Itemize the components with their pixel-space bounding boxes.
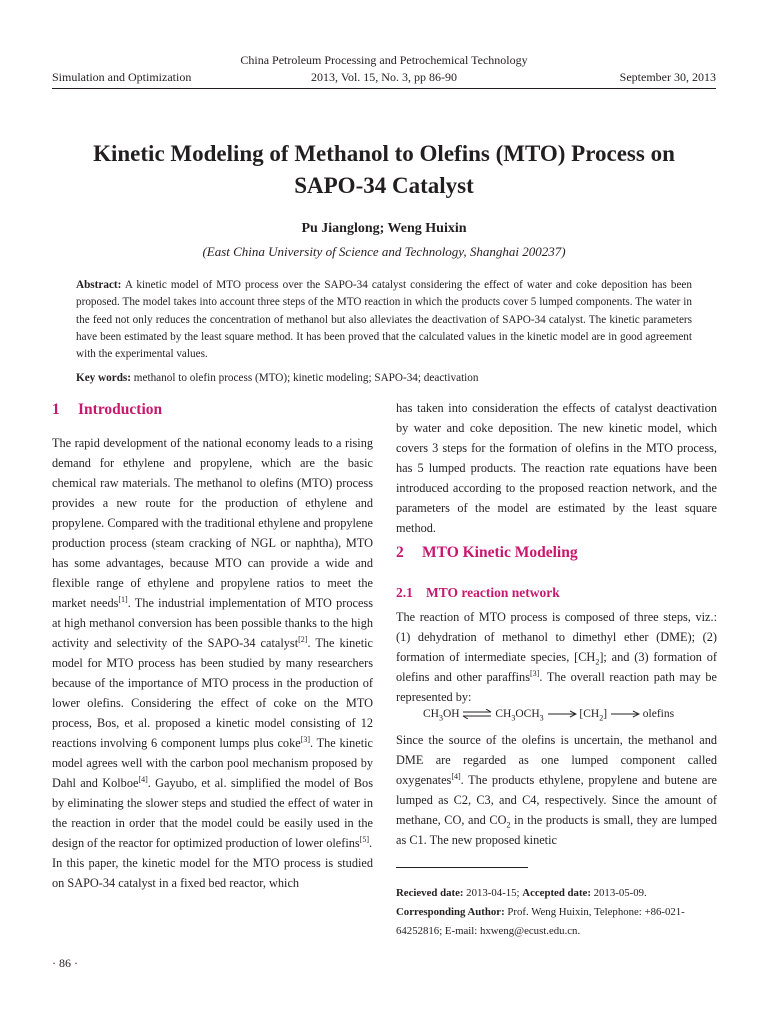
footnote-dates: Recieved date: 2013-04-15; Accepted date: 2013-05-09.: [396, 887, 647, 899]
intro-paragraph-2: In this paper, the kinetic model for the MTO process is studied on SAPO-34 catalyst in a fixed bed reactor, which: [52, 856, 373, 890]
lumping-paragraph: Since the source of the olefins is uncertain, the methanol and DME are regarded as one lumped component called oxygenates[4]. The products ethylene, propylene and butene are lumped as C2, C3, and C4, respectively. Since the amount of methane, CO, and $CO_2$ in the products is small, they are lumped as C1. The new proposed kinetic: [396, 733, 717, 847]
equilibrium-arrow-icon: [462, 709, 492, 719]
section-1-heading: [52, 401, 162, 419]
section-2-heading: [396, 544, 578, 562]
right-arrow-icon: [547, 709, 577, 719]
reaction-network-paragraph: The reaction of MTO process is composed of three steps, viz.: (1) dehydration of methanol to dimethyl ether (DME); (2) formation of intermediate species, $[CH_2]$; and (3) formation of olefins and other paraffins[3]. The overall reaction path may be represented by:: [396, 610, 718, 704]
section-1-title: Introduction: [78, 401, 163, 418]
citation-ref[interactable]: [3]: [300, 734, 311, 744]
authors: Pu Jianglong; Weng Huixin: [301, 221, 467, 236]
footnote-author: Corresponding Author: Prof. Weng Huixin, Telephone: +86-021-64252816; E-mail: hxweng@ecust.edu.cn.: [396, 906, 685, 937]
subsection-2-1-heading: [396, 585, 560, 601]
abstract-label: Abstract:: [76, 279, 122, 291]
citation-ref[interactable]: [4]: [451, 771, 461, 781]
left-column: [52, 433, 373, 893]
paper-title: [52, 138, 716, 202]
right-column-intro: [396, 398, 717, 538]
citation-ref[interactable]: [2]: [298, 634, 308, 644]
citation-ref[interactable]: [5]: [359, 834, 369, 844]
page-number: · 86 ·: [52, 956, 78, 970]
citation-ref[interactable]: [1]: [118, 594, 128, 604]
header-rule: [52, 88, 716, 89]
title-line-2: SAPO-34 Catalyst: [294, 173, 474, 198]
keywords: [76, 370, 692, 386]
keywords-label: Key words:: [76, 372, 131, 384]
journal-name: China Petroleum Processing and Petrochemical Technology: [240, 53, 528, 67]
abstract: [76, 277, 692, 363]
subsection-2-1-title: MTO reaction network: [426, 585, 560, 600]
citation-ref[interactable]: [3]: [529, 668, 540, 678]
reaction-equation: $CH_3OH$ $CH_3OCH_3$ $[CH_2]$ olefins: [423, 708, 675, 723]
section-2-number: 2: [396, 544, 404, 561]
affiliation: (East China University of Science and Technology, Shanghai 200237): [202, 244, 566, 259]
right-arrow-icon: [610, 709, 640, 719]
footnote: [396, 884, 717, 941]
keywords-text: methanol to olefin process (MTO); kinetic modeling; SAPO-34; deactivation: [133, 372, 479, 384]
intro-paragraph-1: The rapid development of the national economy leads to a rising demand for ethylene and propylene, which are the basic chemical raw materials. The methanol to olefins (MTO) process provides a new route for the production of ethylene and propylene. Compared with the traditional ethylene and propylene production process (steam cracking of NGL or naphtha), MTO has some advantages, because MTO can provide a wide and flexible range of ethylene and propylene ratios to meet the market needs[1]. The industrial implementation of MTO process at high methanol conversion has been possible thanks to the high activity and selectivity of the SAPO-34 catalyst[2]. The kinetic model for MTO process has been studied by many researchers because of the importance of MTO process in the production of lower olefins. Considering the effect of coke on the MTO process, Bos, et al. proposed a kinetic model consisting of 12 reactions involving 6 component lumps plus coke[3]. The kinetic model agrees well with the carbon pool mechanism proposed by Dahl and Kolboe[4]. Gayubo, et al. simplified the model of Bos by eliminating the slower steps and studied the effect of water in the reaction in order that the model could be easily used in the design of the reactor for optimized production of lower olefins[5].: [52, 436, 373, 850]
section-2-title: MTO Kinetic Modeling: [422, 544, 578, 561]
subsection-2-1-number: 2.1: [396, 585, 413, 600]
intro-continuation: has taken into consideration the effects of catalyst deactivation by water and coke deposition. The new kinetic model, which covers 3 steps for the formation of olefins in the MTO process, has 5 lumped products. The reaction rate equations have been introduced according to the proposed reaction network, and the parameters of the model are estimated by the least square method.: [396, 401, 717, 535]
section-1-number: 1: [52, 401, 60, 418]
publication-date: September 30, 2013: [619, 70, 716, 84]
footnote-rule: [396, 867, 528, 868]
citation-ref[interactable]: [4]: [138, 774, 148, 784]
abstract-text: A kinetic model of MTO process over the SAPO-34 catalyst considering the effect of water and coke deposition has been proposed. The model takes into account three steps of the MTO reaction in which the products cover 5 lumped components. The water in the feed not only reduces the concentration of methanol but also alleviates the deactivation of SAPO-34 catalyst. The kinetic parameters have been estimated by the least square method. It has been proved that the calculated values in the kinetic model are in good agreement with the experimental values.: [76, 279, 692, 361]
section-label: Simulation and Optimization: [52, 70, 192, 84]
citation-info: 2013, Vol. 15, No. 3, pp 86-90: [311, 70, 457, 84]
title-line-1: Kinetic Modeling of Methanol to Olefins (MTO) Process on: [93, 141, 675, 166]
